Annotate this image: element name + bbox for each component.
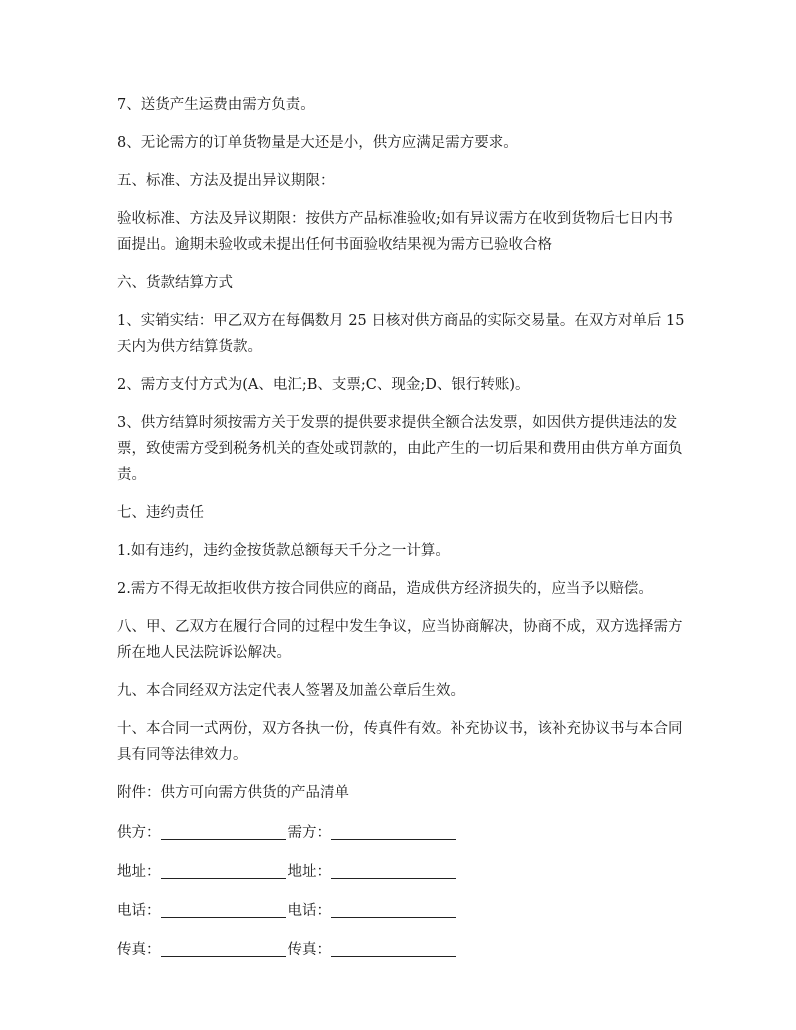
clause-delivery-freight: 7、送货产生运费由需方负责。: [117, 97, 315, 113]
supplier-address-blank: [161, 862, 286, 879]
signature-row-party: [117, 818, 687, 844]
contract-page: [117, 92, 687, 974]
clause-payment-method: 2、需方支付方式为(A、电汇;B、支票;C、现金;D、银行转账)。: [117, 377, 530, 393]
supplier-phone-blank: [161, 901, 286, 918]
clause-rejection: 2.需方不得无故拒收供方按合同供应的商品，造成供方经济损失的，应当予以赔偿。: [117, 581, 653, 597]
supplier-fax-label: 传真：: [117, 941, 161, 958]
buyer-address-label: 地址：: [287, 863, 331, 880]
supplier-phone-label: 电话：: [117, 902, 161, 919]
supplier-fax-blank: [161, 940, 286, 957]
supplier-address-label: 地址：: [117, 863, 161, 880]
buyer-blank: [331, 823, 456, 840]
clause-copies: 十、本合同一式两份，双方各执一份，传真件有效。补充协议书，该补充协议书与本合同具有同等法律效力。: [117, 721, 683, 763]
buyer-address-blank: [331, 862, 456, 879]
buyer-label: 需方：: [287, 824, 331, 841]
clause-order-quantity: 8、无论需方的订单货物量是大还是小，供方应满足需方要求。: [117, 135, 518, 151]
supplier-blank: [161, 823, 286, 840]
clause-settlement: 1、实销实结：甲乙双方在每偶数月 25 日核对供方商品的实际交易量。在双方对单后 15 天内为供方结算货款。: [117, 313, 685, 355]
section-heading-standards: 五、标准、方法及提出异议期限：: [117, 173, 335, 189]
clause-invoice: 3、供方结算时须按需方关于发票的提供要求提供全额合法发票，如因供方提供违法的发票，致使需方受到税务机关的查处或罚款的，由此产生的一切后果和费用由供方单方面负责。: [117, 415, 683, 483]
clause-effective: 九、本合同经双方法定代表人签署及加盖公章后生效。: [117, 683, 465, 699]
buyer-fax-label: 传真：: [287, 941, 331, 958]
section-heading-liability: 七、违约责任: [117, 505, 204, 521]
clause-acceptance-standard: 验收标准、方法及异议期限：按供方产品标准验收;如有异议需方在收到货物后七日内书面提出。逾期未验收或未提出任何书面验收结果视为需方已验收合格: [117, 211, 673, 253]
supplier-label: 供方：: [117, 824, 161, 841]
section-heading-payment: 六、货款结算方式: [117, 275, 233, 291]
buyer-phone-blank: [331, 901, 456, 918]
clause-penalty: 1.如有违约，违约金按货款总额每天千分之一计算。: [117, 543, 450, 559]
buyer-fax-blank: [331, 940, 456, 957]
signature-row-fax: [117, 935, 687, 961]
signature-row-phone: [117, 896, 687, 922]
signature-row-address: [117, 857, 687, 883]
attachment-note: 附件：供方可向需方供货的产品清单: [117, 785, 349, 801]
clause-dispute: 八、甲、乙双方在履行合同的过程中发生争议，应当协商解决，协商不成，双方选择需方所在地人民法院诉讼解决。: [117, 619, 683, 661]
buyer-phone-label: 电话：: [287, 902, 331, 919]
